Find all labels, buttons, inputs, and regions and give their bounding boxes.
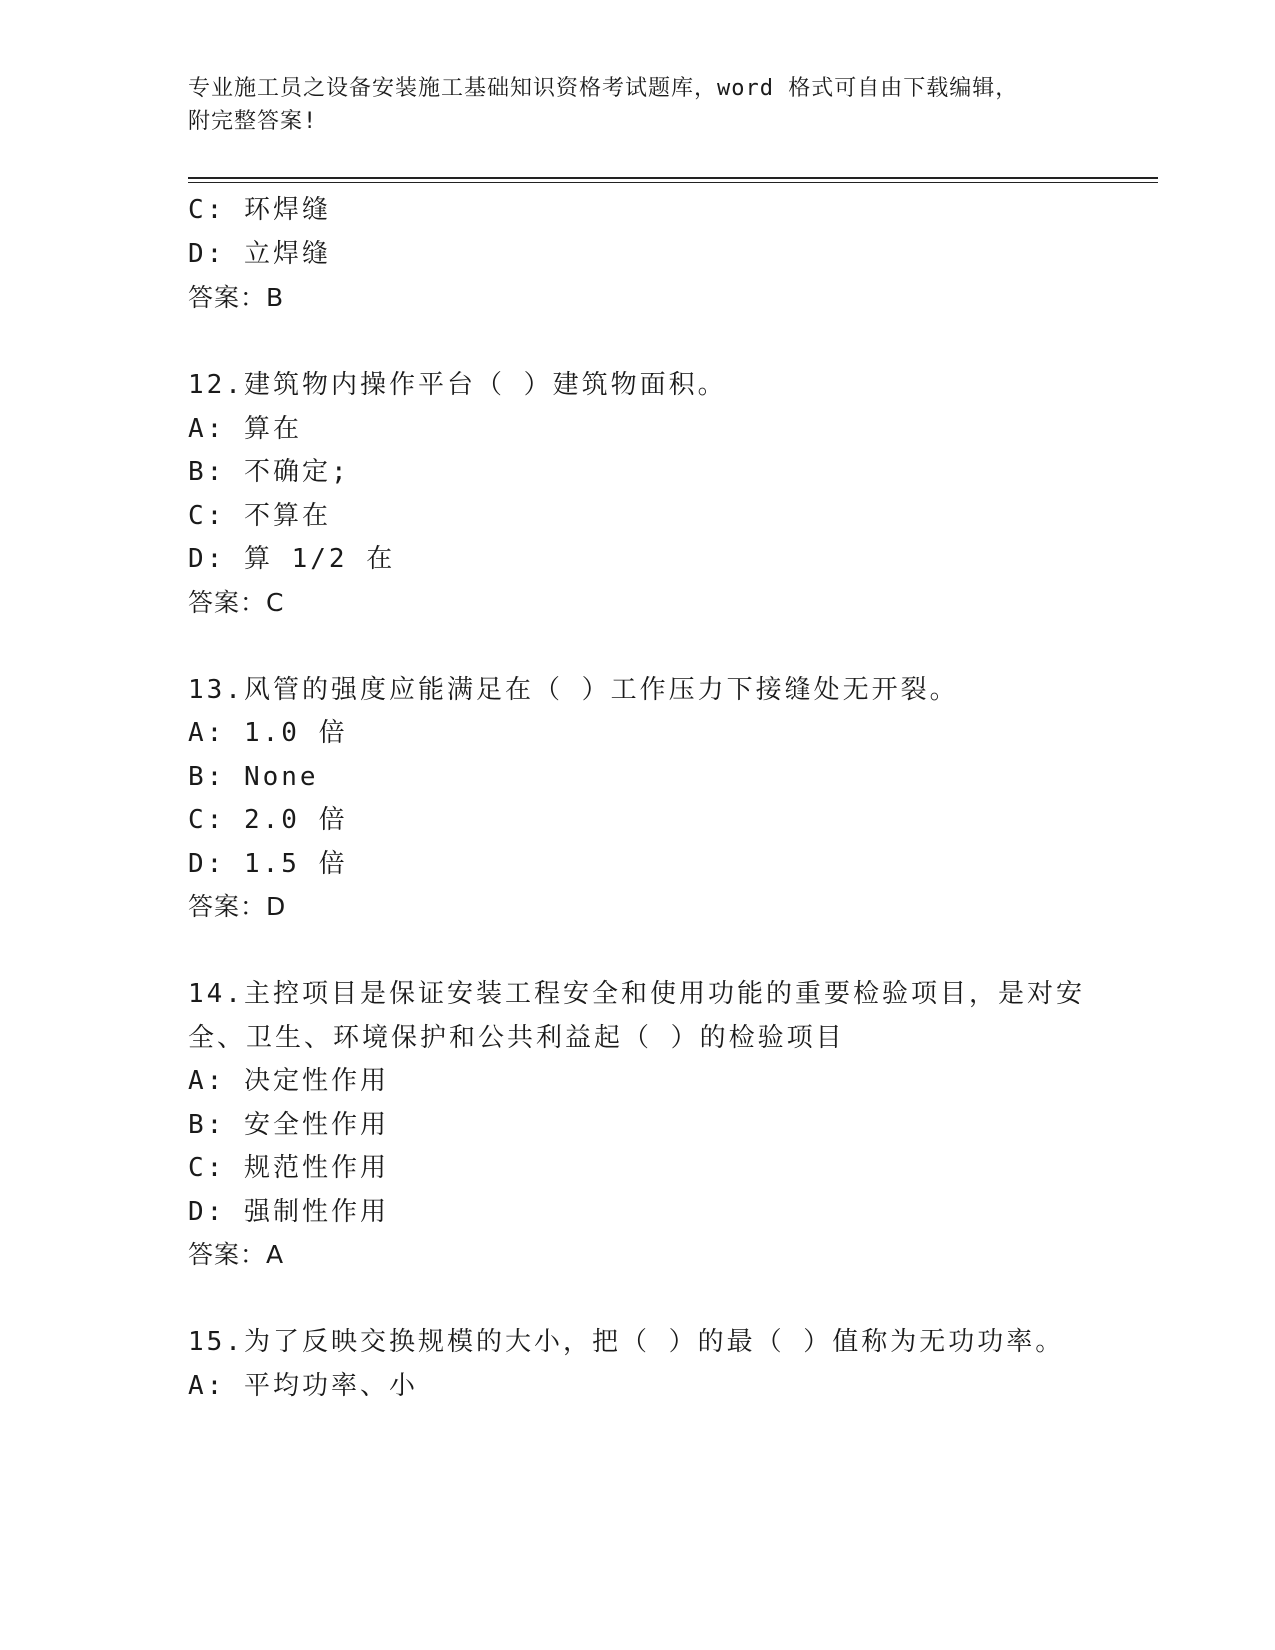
header-divider-thin	[188, 182, 1158, 183]
q11-option-c: C: 环焊缝	[188, 195, 331, 225]
q13-option-b: B: None	[188, 762, 319, 792]
q13-stem: 13.风管的强度应能满足在（ ）工作压力下接缝处无开裂。	[188, 675, 959, 705]
q15-option-a: A: 平均功率、小	[188, 1371, 418, 1401]
q14-option-b: B: 安全性作用	[188, 1110, 389, 1140]
q12-answer: 答案：C	[188, 588, 285, 617]
q12-option-c: C: 不算在	[188, 501, 331, 531]
q13-option-c: C: 2.0 倍	[188, 805, 348, 835]
q12-option-b: B: 不确定;	[188, 457, 350, 487]
q13-option-d: D: 1.5 倍	[188, 849, 348, 879]
q14-stem-line-1: 14.主控项目是保证安装工程安全和使用功能的重要检验项目，是对安	[188, 979, 1085, 1009]
q13-answer: 答案：D	[188, 892, 287, 921]
q14-stem-line-2: 全、卫生、环境保护和公共利益起（ ）的检验项目	[188, 1023, 845, 1053]
q12-stem: 12.建筑物内操作平台（ ）建筑物面积。	[188, 370, 727, 400]
header-divider	[188, 177, 1158, 179]
q11-answer: 答案：B	[188, 283, 285, 312]
q13-option-a: A: 1.0 倍	[188, 718, 348, 748]
q15-stem: 15.为了反映交换规模的大小，把（ ）的最（ ）值称为无功功率。	[188, 1327, 1065, 1357]
header-line-2: 附完整答案!	[188, 109, 318, 134]
q12-option-d: D: 算 1/2 在	[188, 544, 396, 574]
q14-option-d: D: 强制性作用	[188, 1197, 389, 1227]
q14-option-c: C: 规范性作用	[188, 1153, 389, 1183]
document-header	[188, 72, 1088, 138]
q14-option-a: A: 决定性作用	[188, 1066, 389, 1096]
q14-answer: 答案：A	[188, 1240, 285, 1269]
header-line-1: 专业施工员之设备安装施工基础知识资格考试题库，word 格式可自由下载编辑，	[188, 76, 1019, 101]
q11-option-d: D: 立焊缝	[188, 239, 331, 269]
q12-option-a: A: 算在	[188, 414, 302, 444]
